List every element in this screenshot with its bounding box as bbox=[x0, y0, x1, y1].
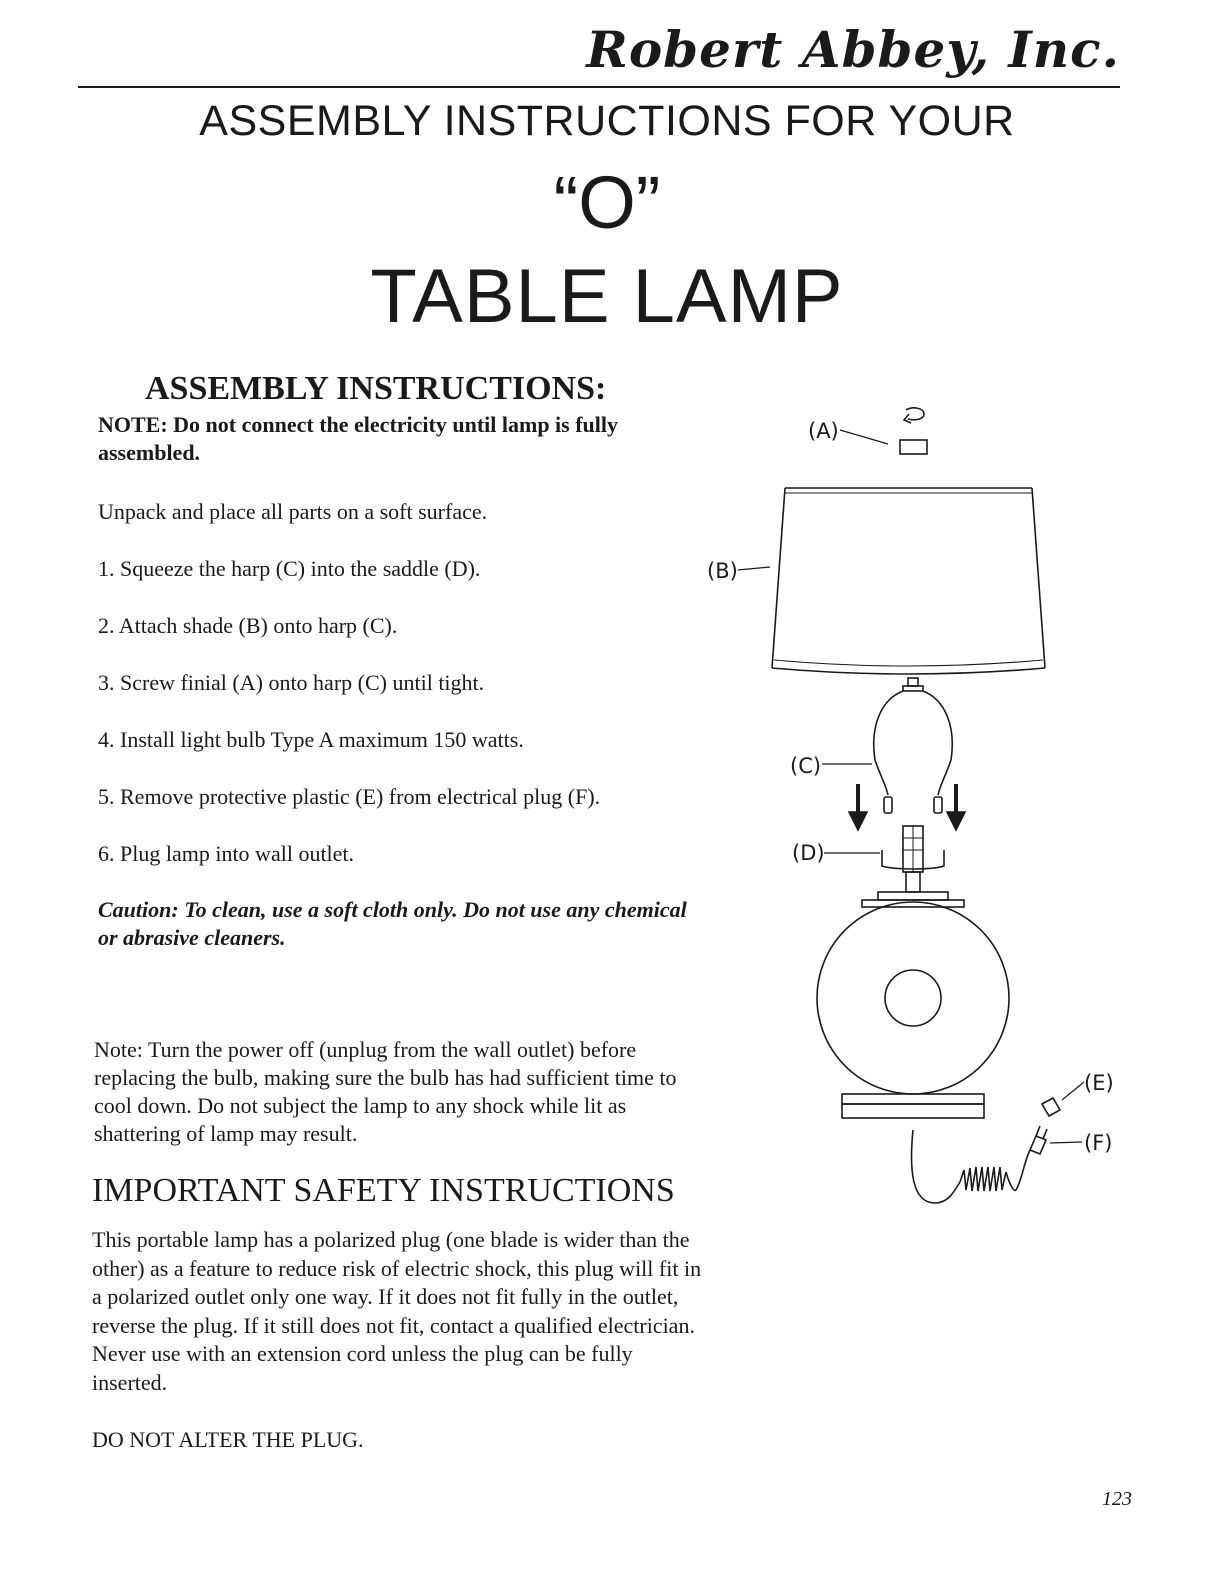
assembly-title: ASSEMBLY INSTRUCTIONS: bbox=[145, 370, 607, 407]
model-name: “O” bbox=[553, 161, 661, 244]
assembly-note: NOTE: Do not connect the electricity until lamp is fully assembled. bbox=[98, 412, 619, 465]
bulb-note: Note: Turn the power off (unplug from the wall outlet) before replacing the bulb, making sure the bulb has had sufficient time to cool down. Do not subject the lamp to any shock while lit as shattering of lamp may result. bbox=[94, 1037, 677, 1146]
caution-note: Caution: To clean, use a soft cloth only. Do not use any chemical or abrasive cleaners. bbox=[98, 897, 687, 950]
lamp-assembly-diagram bbox=[690, 395, 1140, 1225]
safety-title: IMPORTANT SAFETY INSTRUCTIONS bbox=[92, 1172, 675, 1209]
step-3: 3. Screw finial (A) onto harp (C) until tight. bbox=[98, 670, 485, 695]
finial-part bbox=[900, 408, 927, 454]
harp-part bbox=[874, 678, 953, 813]
plug-warning: DO NOT ALTER THE PLUG. bbox=[92, 1427, 364, 1452]
label-plug: (F) bbox=[1084, 1131, 1113, 1155]
label-plastic: (E) bbox=[1084, 1071, 1114, 1095]
lamp-body bbox=[817, 902, 1009, 1118]
label-finial: (A) bbox=[808, 419, 839, 443]
power-cord bbox=[912, 1130, 1030, 1203]
step-6: 6. Plug lamp into wall outlet. bbox=[98, 841, 355, 866]
plug-part bbox=[1030, 1126, 1047, 1154]
page-number: 123 bbox=[1102, 1488, 1132, 1510]
step-4: 4. Install light bulb Type A maximum 150 watts. bbox=[98, 727, 524, 752]
step-1: 1. Squeeze the harp (C) into the saddle (D). bbox=[98, 556, 481, 581]
product-name: TABLE LAMP bbox=[370, 254, 844, 339]
safety-text: This portable lamp has a polarized plug (one blade is wider than the other) as a feature to reduce risk of electric shock, this plug will fit in a polarized outlet only one way. If it does not fit fully in the outlet, reverse the plug. If it still does not fit, contact a qualified electrician. Never use with an extension cord unless the plug can be fully inserted. bbox=[92, 1227, 702, 1395]
step-2: 2. Attach shade (B) onto harp (C). bbox=[98, 613, 398, 638]
label-harp: (C) bbox=[790, 754, 822, 778]
protective-plastic-part bbox=[1042, 1098, 1060, 1116]
label-saddle: (D) bbox=[792, 841, 825, 865]
brand-logo: Robert Abbey, Inc. bbox=[586, 20, 1120, 79]
step-5: 5. Remove protective plastic (E) from electrical plug (F). bbox=[98, 784, 601, 809]
page-heading: ASSEMBLY INSTRUCTIONS FOR YOUR bbox=[199, 97, 1015, 145]
down-arrow-icon bbox=[947, 784, 965, 830]
label-shade: (B) bbox=[707, 559, 738, 583]
unpack-intro: Unpack and place all parts on a soft surface. bbox=[98, 499, 488, 524]
down-arrow-icon bbox=[849, 784, 867, 830]
shade-part bbox=[772, 488, 1045, 674]
saddle-part bbox=[882, 826, 944, 892]
header-rule bbox=[78, 86, 1120, 88]
